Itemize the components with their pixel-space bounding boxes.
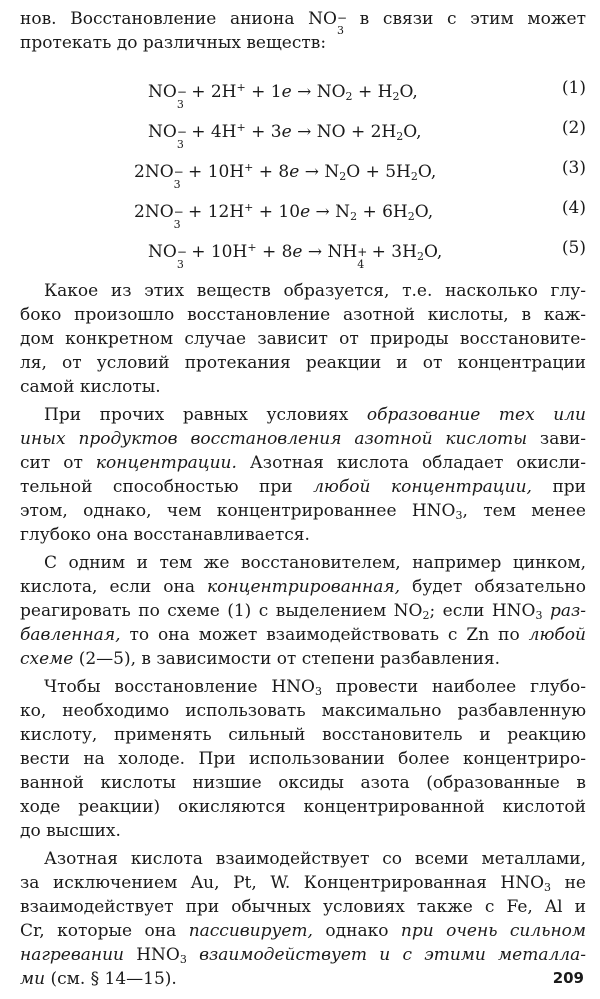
p2-line-2: иных продуктов восстановления азотной кислоты зави- xyxy=(20,429,586,449)
p3-line-5: схеме (2—5), в зависимости от степени разбавления. xyxy=(20,649,501,669)
p4-line-4: вести на холоде. При использовании более концентриро- xyxy=(20,749,586,769)
p1-line-3: дом конкретном случае зависит от природы восстановите- xyxy=(20,329,586,349)
equation-3-number: (3) xyxy=(561,158,586,178)
p4-line-1: Чтобы восстановление $HNO_3$ провести наиболее глубо- xyxy=(44,677,586,698)
equation-4-number: (4) xyxy=(561,198,586,218)
equation-5: NO − 3 + 10H+ + 8e → NH + 4 + $3H_2O$, xyxy=(148,241,443,271)
p2-line-5: этом, однако, чем концентрированнее $HNO_3$, тем менее xyxy=(20,501,586,522)
intro-line-2: протекать до различных веществ: xyxy=(20,33,327,53)
p4-line-3: кислоту, применять сильный восстановитель и реакцию xyxy=(20,725,586,745)
equation-2: NO − 3 + 4H+ + 3e → NO + $2H_2O$, xyxy=(148,121,422,151)
p5-line-5: нагревании $HNO_3$ взаимодействует и с этими металла- xyxy=(20,945,586,966)
p1-line-1: Какое из этих веществ образуется, т.е. насколько глу- xyxy=(44,281,586,301)
p4-line-7: до высших. xyxy=(20,821,121,841)
equation-5-number: (5) xyxy=(561,238,586,258)
equation-1: NO − 3 + $2H^+ + 1e \to NO_2 + H_2O$, xyxy=(148,81,418,111)
p5-line-3: взаимодействует при обычных условиях также с Fe, Al и xyxy=(20,897,586,917)
p2-line-6: глубоко она восстанавливается. xyxy=(20,525,310,545)
p3-line-1: С одним и тем же восстановителем, например цинком, xyxy=(44,553,586,573)
p1-line-2: боко произошло восстановление азотной кислоты, в каж- xyxy=(20,305,586,325)
equation-3: 2NO − 3 + $10H^+ + 8e \to N_2O + 5H_2O$, xyxy=(134,161,437,191)
p2-line-1: При прочих равных условиях образование тех или xyxy=(44,405,586,425)
p5-line-4: Cr, которые она пассивирует, однако при очень сильном xyxy=(20,921,586,941)
p2-line-4: тельной способностью при любой концентрации, при xyxy=(20,477,586,497)
p2-line-3: сит от концентрации. Азотная кислота обладает окисли- xyxy=(20,453,586,473)
p3-line-4: бавленная, то она может взаимодействовать с Zn по любой xyxy=(20,625,586,645)
equation-2-number: (2) xyxy=(561,118,586,138)
p4-line-5: ванной кислоты низшие оксиды азота (образованные в xyxy=(20,773,586,793)
p1-line-5: самой кислоты. xyxy=(20,377,161,397)
p5-line-1: Азотная кислота взаимодействует со всеми металлами, xyxy=(44,849,586,869)
equation-4: 2NO − 3 + $12H^+ + 10e \to N_2 + 6H_2O$, xyxy=(134,201,434,231)
p5-line-6: ми (см. § 14—15). xyxy=(20,969,177,989)
p1-line-4: ля, от условий протекания реакции и от концентрации xyxy=(20,353,586,373)
p3-line-3: реагировать по схеме (1) с выделением $NO_2$; если $HNO_3$ раз- xyxy=(20,601,587,622)
page-number: 209 xyxy=(552,969,584,987)
equation-1-number: (1) xyxy=(561,78,586,98)
intro-line-1: нов. Восстановление аниона NO − 3 в связи с этим может xyxy=(20,9,586,37)
p3-line-2: кислота, если она концентрированная, будет обязательно xyxy=(20,577,586,597)
p5-line-2: за исключением Au, Pt, W. Концентрированная $HNO_3$ не xyxy=(20,873,586,894)
p4-line-6: ходе реакции) окисляются концентрированной кислотой xyxy=(20,797,586,817)
p4-line-2: ко, необходимо использовать максимально разбавленную xyxy=(20,701,586,721)
